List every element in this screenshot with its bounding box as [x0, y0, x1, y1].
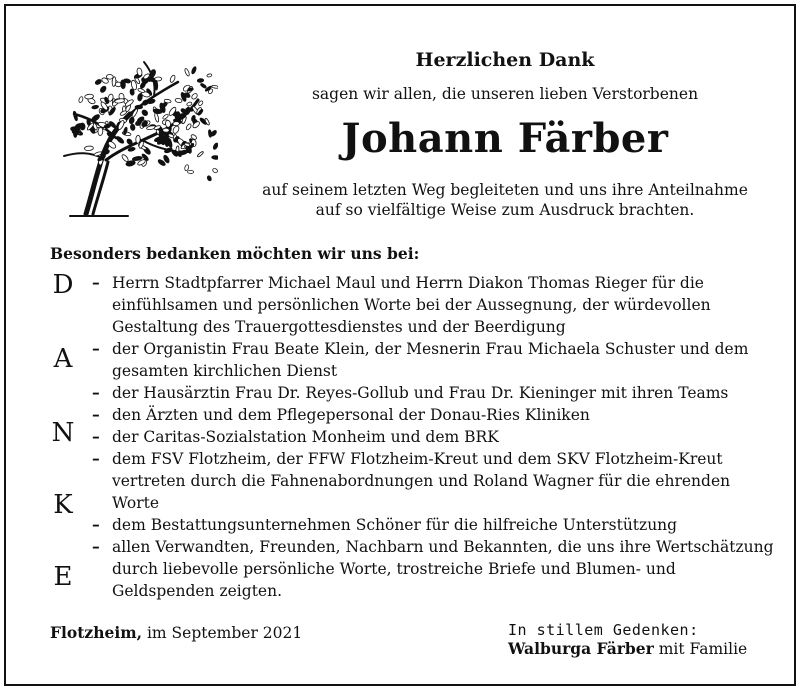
- list-item: [92, 272, 782, 338]
- dash-marker: –: [92, 537, 100, 556]
- dash-marker: –: [92, 273, 100, 292]
- thanks-title: Herzlichen Dank: [415, 49, 595, 71]
- list-item-text: allen Verwandten, Freunden, Nachbarn und Bekannten, die uns ihre Wertschätzung durch liebevolle persönliche Worte, trostreiche Briefe und Blumen- und Geldspenden zeigten.: [112, 538, 774, 600]
- list-item-text: dem FSV Flotzheim, der FFW Flotzheim-Kreut und dem SKV Flotzheim-Kreut vertreten durch die Fahnenabordnungen und Roland Wagner für die ehrenden Worte: [112, 450, 731, 512]
- list-item: [92, 448, 782, 514]
- danke-letter: N: [51, 418, 75, 448]
- list-item-text: der Caritas-Sozialstation Monheim und dem BRK: [112, 428, 499, 446]
- dash-marker: –: [92, 449, 100, 468]
- danke-letter: K: [53, 490, 73, 520]
- signature-block: [508, 621, 747, 658]
- thanks-line-1: auf seinem letzten Weg begleiteten und uns ihre Anteilnahme: [262, 181, 748, 199]
- list-item: [92, 536, 782, 602]
- thanks-subtitle: sagen wir allen, die unseren lieben Verstorbenen: [311, 85, 699, 103]
- list-item-text: der Hausärztin Frau Dr. Reyes-Gollub und Frau Dr. Kieninger mit ihren Teams: [112, 384, 729, 402]
- place-name: Flotzheim,: [50, 623, 143, 642]
- signer-line: [508, 639, 747, 658]
- list-item-text: Herrn Stadtpfarrer Michael Maul und Herrn Diakon Thomas Rieger für die einfühlsamen und persönlichen Worte bei der Aussegnung, der würdevollen Gestaltung des Trauergottesdienstes und der Beerdigung: [112, 274, 711, 336]
- windswept-tree-icon: [46, 48, 218, 220]
- signer-name: Walburga Färber: [508, 639, 654, 658]
- place-date: [50, 623, 302, 642]
- danke-letter: D: [52, 270, 74, 300]
- list-item: [92, 338, 782, 382]
- list-item-text: der Organistin Frau Beate Klein, der Mesnerin Frau Michaela Schuster und dem gesamten kirchlichen Dienst: [112, 340, 749, 380]
- deceased-name: Johann Färber: [341, 115, 669, 162]
- list-item-text: dem Bestattungsunternehmen Schöner für die hilfreiche Unterstützung: [112, 516, 678, 534]
- thanks-line-2: auf so vielfältige Weise zum Ausdruck brachten.: [315, 201, 695, 219]
- dash-marker: –: [92, 405, 100, 424]
- dash-marker: –: [92, 515, 100, 534]
- dash-marker: –: [92, 383, 100, 402]
- danke-letter: E: [53, 562, 73, 592]
- danke-letter: A: [53, 344, 73, 374]
- signer-family: mit Familie: [658, 640, 748, 658]
- dash-marker: –: [92, 427, 100, 446]
- list-item: [92, 426, 782, 448]
- list-item-text: den Ärzten und dem Pflegepersonal der Donau-Ries Kliniken: [112, 406, 590, 424]
- list-item: [92, 404, 782, 426]
- gedenken-line: In stillem Gedenken:: [508, 621, 699, 639]
- thanks-intro: Besonders bedanken möchten wir uns bei:: [50, 244, 420, 263]
- list-item: [92, 382, 782, 404]
- dash-marker: –: [92, 339, 100, 358]
- date-text: im September 2021: [146, 624, 303, 642]
- thanks-list: [92, 272, 782, 602]
- list-item: [92, 514, 782, 536]
